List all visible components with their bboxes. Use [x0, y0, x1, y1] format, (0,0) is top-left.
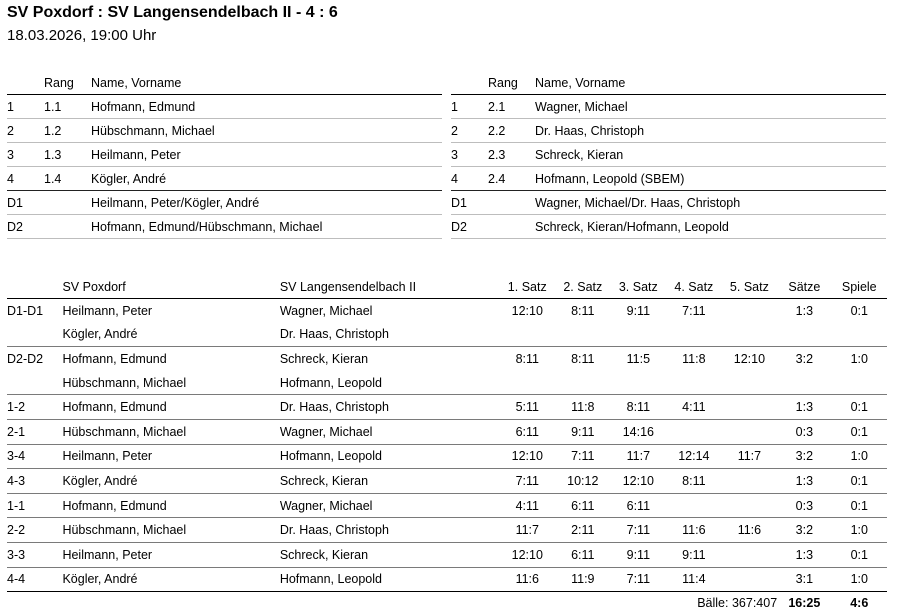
- set2-score: 10:12: [555, 469, 611, 494]
- spiele-score: 0:1: [850, 303, 868, 318]
- set4-score: 11:8: [682, 351, 706, 366]
- saetze-score: 3:2: [795, 351, 814, 366]
- home-team-header: SV Poxdorf: [62, 275, 279, 299]
- guest-player: Wagner, Michael: [279, 303, 373, 318]
- lineup-header-row: [451, 71, 886, 95]
- lineup-rang: 2.3: [488, 143, 535, 167]
- set1-score: 5:11: [500, 395, 556, 420]
- lineup-name: Kögler, André: [91, 167, 442, 191]
- set3-score: 11:7: [611, 444, 667, 469]
- set3-score: 8:11: [611, 395, 667, 420]
- lineup-row: [451, 167, 886, 191]
- lineup-rang: 2.1: [488, 95, 535, 119]
- set3-score: 9:11: [611, 542, 667, 567]
- home-lineup-table: [7, 71, 442, 239]
- guest-lineup-table: [451, 71, 886, 239]
- lineup-row: [7, 167, 442, 191]
- set5-score: [722, 542, 778, 567]
- match-code: 1-2: [7, 395, 62, 420]
- spiele-score: 1:0: [850, 351, 868, 366]
- set3-score: 11:5: [626, 351, 651, 366]
- lineup-rang: 1.4: [44, 167, 91, 191]
- lineup-name: Hofmann, Edmund/Hübschmann, Michael: [91, 215, 442, 239]
- lineup-header-row: [7, 71, 442, 95]
- spiele-score: 0:1: [832, 542, 887, 567]
- set5-score: [722, 395, 778, 420]
- set5-score: [722, 493, 778, 518]
- set3-score: 14:16: [611, 419, 667, 444]
- match-row: [7, 395, 887, 420]
- set1-score: 11:7: [500, 518, 556, 543]
- lineup-row: [451, 95, 886, 119]
- set1-header: 1. Satz: [500, 275, 556, 299]
- match-code: [7, 371, 62, 395]
- set3-score: 7:11: [611, 518, 667, 543]
- lineup-name: Schreck, Kieran: [535, 143, 886, 167]
- saetze-score: 3:1: [777, 567, 831, 592]
- home-player: Hofmann, Edmund: [62, 493, 279, 518]
- lineup-row: [7, 215, 442, 239]
- set4-score: 12:14: [666, 444, 722, 469]
- home-player: Hübschmann, Michael: [62, 518, 279, 543]
- saetze-score: 1:3: [777, 469, 831, 494]
- match-code: 2-1: [7, 419, 62, 444]
- home-player: Heilmann, Peter: [62, 303, 153, 318]
- lineup-name: Hofmann, Leopold (SBEM): [535, 167, 886, 191]
- home-player: Hübschmann, Michael: [62, 371, 279, 395]
- lineup-rang: 2.4: [488, 167, 535, 191]
- match-code: 3-3: [7, 542, 62, 567]
- saetze-score: 3:2: [777, 444, 831, 469]
- set2-score: 6:11: [555, 542, 611, 567]
- set1-score: 12:10: [500, 542, 556, 567]
- set2-header: 2. Satz: [555, 275, 611, 299]
- lineup-rang: 1.3: [44, 143, 91, 167]
- match-row: [7, 542, 887, 567]
- saetze-score: 1:3: [777, 395, 831, 420]
- lineup-rang: [488, 191, 535, 215]
- spiele-score: 0:1: [832, 419, 887, 444]
- home-player: Hofmann, Edmund: [62, 351, 167, 366]
- lineup-pos: 3: [451, 143, 488, 167]
- lineup-pos: D2: [7, 215, 44, 239]
- lineup-rang: 1.1: [44, 95, 91, 119]
- lineup-row: [7, 95, 442, 119]
- set2-score: 8:11: [571, 351, 595, 366]
- set4-score: [666, 419, 722, 444]
- match-code: 4-3: [7, 469, 62, 494]
- match-row: [7, 493, 887, 518]
- guest-player: Dr. Haas, Christoph: [280, 323, 500, 347]
- match-code: 3-4: [7, 444, 62, 469]
- match-results-table: [7, 275, 887, 613]
- guest-player: Wagner, Michael: [280, 493, 500, 518]
- lineup-row: [7, 143, 442, 167]
- set5-score: [722, 323, 778, 347]
- set2-score: 2:11: [555, 518, 611, 543]
- home-player: Heilmann, Peter: [62, 444, 279, 469]
- set2-score: 9:11: [555, 419, 611, 444]
- saetze-score: 0:3: [777, 493, 831, 518]
- lineup-pos-header: [451, 71, 488, 95]
- lineup-rang: [44, 191, 91, 215]
- match-code: [7, 323, 62, 347]
- set3-score: 6:11: [611, 493, 667, 518]
- balls-total: Bälle: 367:407: [697, 596, 778, 611]
- saetze-score: 0:3: [777, 419, 831, 444]
- lineup-name-header: Name, Vorname: [91, 71, 442, 95]
- set1-score: 7:11: [500, 469, 556, 494]
- totals-spacer: [7, 592, 500, 613]
- set5-score: [722, 299, 778, 323]
- lineup-pos: 1: [7, 95, 44, 119]
- set2-score: 7:11: [555, 444, 611, 469]
- match-code: 2-2: [7, 518, 62, 543]
- guest-player: Hofmann, Leopold: [280, 371, 500, 395]
- lineup-name-header: Name, Vorname: [535, 71, 886, 95]
- spiele-score: 0:1: [832, 469, 887, 494]
- set3-score: 9:11: [626, 303, 651, 318]
- totals-row: [7, 592, 887, 613]
- set4-score: 11:6: [666, 518, 722, 543]
- set1-score: [500, 371, 556, 395]
- lineup-pos: D1: [451, 191, 488, 215]
- set5-score: [722, 567, 778, 592]
- set4-score: 9:11: [666, 542, 722, 567]
- home-player: Kögler, André: [62, 567, 279, 592]
- home-player: Kögler, André: [62, 469, 279, 494]
- set1-score: [500, 323, 556, 347]
- saetze-score: [777, 323, 831, 347]
- guest-team-header: SV Langensendelbach II: [280, 275, 500, 299]
- set5-score: 11:7: [722, 444, 778, 469]
- set5-header: 5. Satz: [722, 275, 778, 299]
- set3-score: [611, 323, 667, 347]
- lineup-pos: 3: [7, 143, 44, 167]
- guest-player: Dr. Haas, Christoph: [280, 395, 500, 420]
- lineup-name: Heilmann, Peter: [91, 143, 442, 167]
- set5-score: [722, 469, 778, 494]
- lineup-name: Schreck, Kieran/Hofmann, Leopold: [535, 215, 886, 239]
- match-row: [7, 469, 887, 494]
- lineup-name: Dr. Haas, Christoph: [535, 119, 886, 143]
- set5-score: [722, 371, 778, 395]
- match-row: [7, 323, 887, 347]
- match-code: 1-1: [7, 493, 62, 518]
- saetze-score: 1:3: [795, 303, 814, 318]
- match-row: [7, 518, 887, 543]
- match-row: [7, 347, 887, 371]
- set1-score: 11:6: [500, 567, 556, 592]
- page-title: SV Poxdorf : SV Langensendelbach II - 4 : 6: [7, 4, 338, 21]
- set4-score: [666, 493, 722, 518]
- set4-score: 4:11: [666, 395, 722, 420]
- lineup-pos: 2: [7, 119, 44, 143]
- set2-score: 6:11: [555, 493, 611, 518]
- lineup-pos: D2: [451, 215, 488, 239]
- saetze-header: Sätze: [777, 275, 831, 299]
- set2-score: 8:11: [571, 303, 595, 318]
- lineup-pos: 4: [451, 167, 488, 191]
- match-code: D2-D2: [7, 351, 44, 366]
- set2-score: [555, 371, 611, 395]
- set2-score: 11:9: [555, 567, 611, 592]
- match-code: D1-D1: [7, 303, 44, 318]
- guest-player: Schreck, Kieran: [280, 469, 500, 494]
- match-row: [7, 371, 887, 395]
- lineup-rang-header: Rang: [44, 71, 91, 95]
- lineup-row: [451, 215, 886, 239]
- set1-score: 12:10: [511, 303, 543, 318]
- match-row: [7, 444, 887, 469]
- set4-header: 4. Satz: [666, 275, 722, 299]
- guest-player: Dr. Haas, Christoph: [280, 518, 500, 543]
- spiele-score: 0:1: [832, 493, 887, 518]
- spiele-score: 0:1: [832, 395, 887, 420]
- lineup-row: [451, 191, 886, 215]
- guest-player: Schreck, Kieran: [279, 351, 369, 366]
- set4-score: 11:4: [666, 567, 722, 592]
- match-code-header: [7, 275, 62, 299]
- lineup-row: [451, 143, 886, 167]
- lineup-row: [7, 119, 442, 143]
- set3-score: 7:11: [611, 567, 667, 592]
- lineup-rang-header: Rang: [488, 71, 535, 95]
- lineup-name: Wagner, Michael: [535, 95, 886, 119]
- lineup-rang: [488, 215, 535, 239]
- set1-score: 4:11: [500, 493, 556, 518]
- set3-score: 12:10: [611, 469, 667, 494]
- set5-score: 12:10: [733, 351, 766, 366]
- home-player: Hübschmann, Michael: [62, 419, 279, 444]
- saetze-total: 16:25: [788, 596, 821, 611]
- set5-score: 11:6: [722, 518, 778, 543]
- match-row: [7, 419, 887, 444]
- guest-player: Hofmann, Leopold: [280, 567, 500, 592]
- spiele-score: [832, 371, 887, 395]
- saetze-score: 3:2: [777, 518, 831, 543]
- set1-score: 12:10: [500, 444, 556, 469]
- home-player: Hofmann, Edmund: [62, 395, 279, 420]
- match-code: 4-4: [7, 567, 62, 592]
- spiele-score: 1:0: [832, 444, 887, 469]
- set4-score: 7:11: [682, 303, 706, 318]
- lineup-pos: D1: [7, 191, 44, 215]
- set3-header: 3. Satz: [611, 275, 667, 299]
- spiele-score: [832, 323, 887, 347]
- set1-score: 8:11: [515, 351, 539, 366]
- guest-player: Hofmann, Leopold: [280, 444, 500, 469]
- lineup-name: Wagner, Michael/Dr. Haas, Christoph: [535, 191, 886, 215]
- guest-player: Wagner, Michael: [280, 419, 500, 444]
- saetze-score: [777, 371, 831, 395]
- lineup-name: Hübschmann, Michael: [91, 119, 442, 143]
- spiele-score: 1:0: [832, 518, 887, 543]
- set2-score: [555, 323, 611, 347]
- home-player: Heilmann, Peter: [62, 542, 279, 567]
- lineup-row: [7, 191, 442, 215]
- spiele-total: 4:6: [850, 596, 869, 611]
- set4-score: [666, 323, 722, 347]
- lineup-pos: 1: [451, 95, 488, 119]
- saetze-score: 1:3: [777, 542, 831, 567]
- set4-score: [666, 371, 722, 395]
- guest-player: Schreck, Kieran: [280, 542, 500, 567]
- spiele-header: Spiele: [832, 275, 887, 299]
- lineup-rang: [44, 215, 91, 239]
- set1-score: 6:11: [500, 419, 556, 444]
- lineup-pos: 2: [451, 119, 488, 143]
- match-datetime: 18.03.2026, 19:00 Uhr: [7, 27, 157, 44]
- set2-score: 11:8: [555, 395, 611, 420]
- spiele-score: 1:0: [832, 567, 887, 592]
- match-row: [7, 567, 887, 592]
- lineup-pos: 4: [7, 167, 44, 191]
- set3-score: [611, 371, 667, 395]
- set5-score: [722, 419, 778, 444]
- set4-score: 8:11: [666, 469, 722, 494]
- lineup-rang: 2.2: [488, 119, 535, 143]
- lineup-pos-header: [7, 71, 44, 95]
- lineup-name: Heilmann, Peter/Kögler, André: [91, 191, 442, 215]
- lineup-name: Hofmann, Edmund: [91, 95, 442, 119]
- home-player: Kögler, André: [62, 323, 279, 347]
- match-row: [7, 299, 887, 323]
- matches-header-row: [7, 275, 887, 299]
- lineup-rang: 1.2: [44, 119, 91, 143]
- lineup-row: [451, 119, 886, 143]
